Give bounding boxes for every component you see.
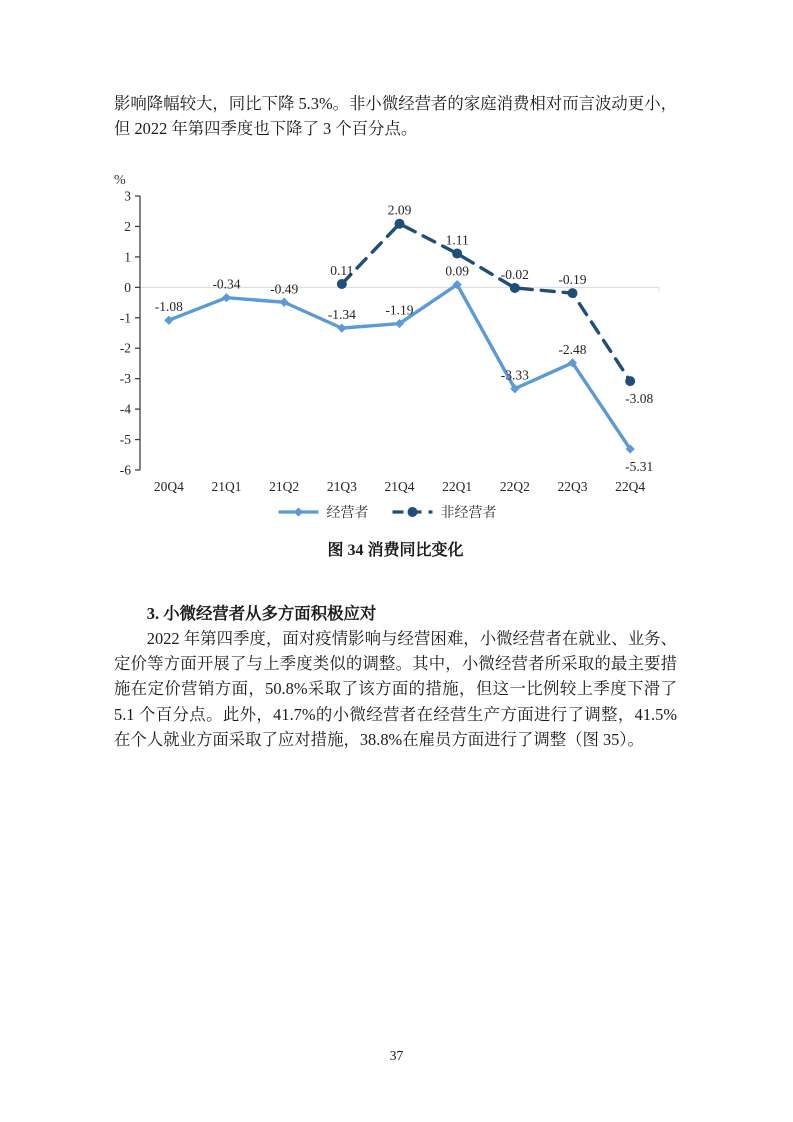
x-axis-label: 20Q4 <box>153 479 184 494</box>
data-label: -0.34 <box>212 276 241 292</box>
figure-34-chart <box>100 160 675 528</box>
y-axis-tick-label: -2 <box>119 340 131 356</box>
data-label: -1.08 <box>154 299 183 315</box>
x-axis-label: 21Q3 <box>326 479 357 494</box>
data-point-marker <box>452 249 462 259</box>
data-point-marker <box>395 219 405 229</box>
y-axis-tick-label: 0 <box>124 279 131 295</box>
legend-label: 经营者 <box>326 506 369 521</box>
data-label: -0.49 <box>270 281 299 297</box>
x-axis-label: 21Q1 <box>211 479 242 494</box>
y-axis-tick-label: -6 <box>119 462 131 478</box>
figure-caption: 图 34 消费同比变化 <box>327 542 464 559</box>
y-axis-unit-label: % <box>114 173 126 188</box>
data-label: 1.11 <box>445 232 469 248</box>
x-axis-label: 22Q2 <box>499 479 530 494</box>
x-axis-label: 21Q4 <box>384 479 415 494</box>
data-label: -3.08 <box>625 391 654 407</box>
page-number: 37 <box>389 1048 404 1063</box>
data-point-marker <box>164 316 173 325</box>
y-axis-tick-label: 2 <box>124 218 131 234</box>
data-label: -1.19 <box>385 302 414 318</box>
data-label: 2.09 <box>387 202 412 218</box>
data-label: -3.33 <box>500 367 529 383</box>
section-heading: 3. 小微经营者从多方面积极应对 <box>146 604 377 623</box>
body-paragraph: 2022 年第四季度，面对疫情影响与经营困难，小微经营者在就业、业务、定价等方面开展了与上季度类似的调整。其中，小微经营者所采取的最主要措施在定价营销方面，50.8%采取了该方面的措施，但这一比例较上季度下滑了 5.1 个百分点。此外，41.7%的小微经营者在经营生产方面进行了调整，41.5%在个人就业方面采取了应对措施，38.8%在雇员方面进行了调整（图 35）。 <box>114 629 677 749</box>
y-axis-tick-label: -5 <box>119 432 131 448</box>
consumption-yoy-line-chart <box>100 160 675 528</box>
x-axis-label: 22Q1 <box>442 479 473 494</box>
legend-item-0 <box>279 504 369 521</box>
data-label: 0.11 <box>330 262 354 278</box>
data-label: 0.09 <box>445 263 469 279</box>
y-axis-tick-label: 1 <box>124 249 131 265</box>
y-axis-tick-label: 3 <box>124 188 131 204</box>
data-label: -1.34 <box>327 307 356 323</box>
data-label: -0.19 <box>558 272 587 288</box>
data-label: -2.48 <box>558 341 587 357</box>
data-point-marker <box>222 293 231 302</box>
intro-paragraph: 影响降幅较大，同比下降 5.3%。非小微经营者的家庭消费相对而言波动更小，但 2022 年第四季度也下降了 3 个百分点。 <box>114 94 677 138</box>
data-label: -0.02 <box>500 266 529 282</box>
data-point-marker <box>337 279 347 289</box>
x-axis-label: 22Q4 <box>615 479 646 494</box>
data-label: -5.31 <box>625 458 654 474</box>
data-point-marker <box>510 283 520 293</box>
x-axis-label: 22Q3 <box>557 479 588 494</box>
legend-label: 非经营者 <box>440 506 497 521</box>
y-axis-tick-label: -3 <box>119 371 131 387</box>
data-point-marker <box>625 376 635 386</box>
data-point-marker <box>568 288 578 298</box>
x-axis-label: 21Q2 <box>269 479 300 494</box>
legend-marker <box>408 507 418 517</box>
y-axis-tick-label: -4 <box>119 401 131 417</box>
y-axis-tick-label: -1 <box>119 310 131 326</box>
legend-marker <box>294 507 303 516</box>
legend-item-1 <box>393 504 497 521</box>
